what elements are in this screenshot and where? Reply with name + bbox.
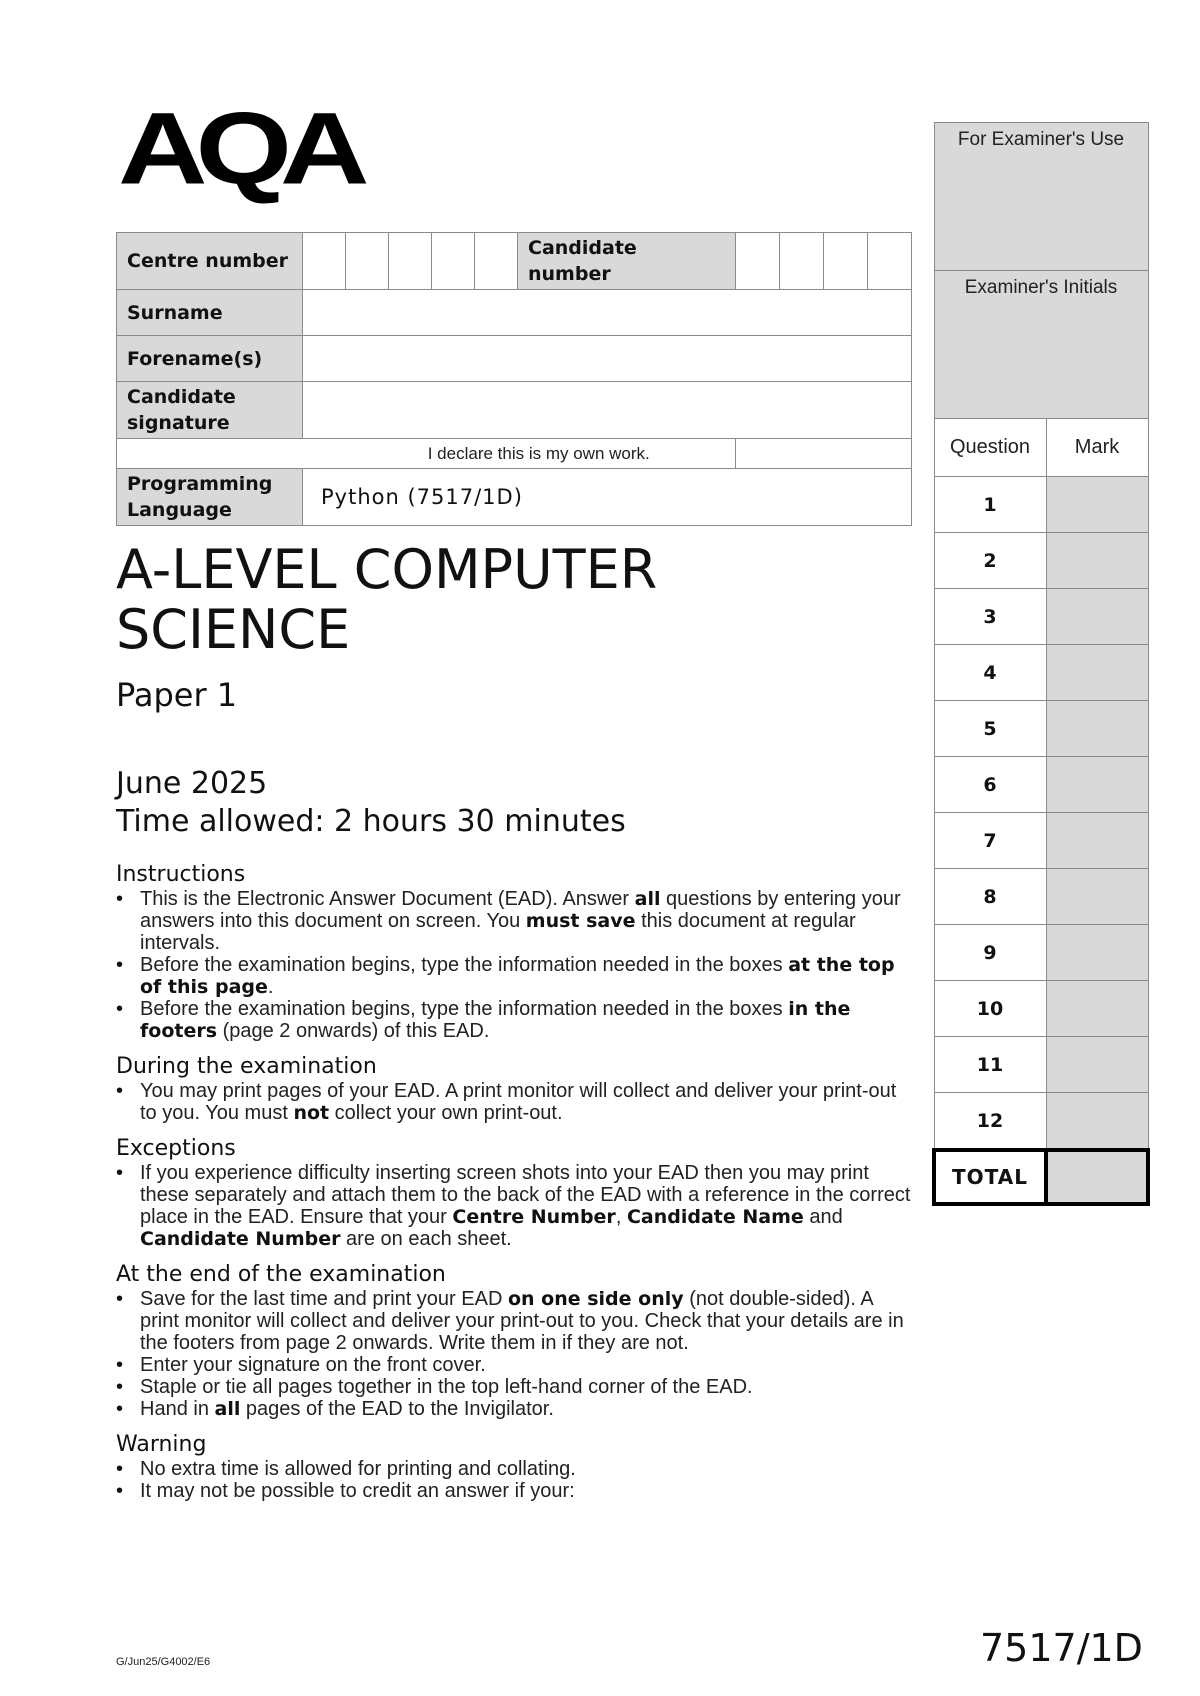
question-number: 6 [934, 757, 1046, 813]
mark-cell [1046, 981, 1148, 1037]
list-item: • It may not be possible to credit an answer if your: [116, 1480, 916, 1502]
centre-number-digit-1[interactable] [303, 233, 346, 290]
list-item: • This is the Electronic Answer Document (EAD). Answer all questions by entering your answers into this document on screen. You must save this document at regular intervals. [116, 888, 916, 954]
question-number: 11 [934, 1037, 1046, 1093]
question-number: 12 [934, 1093, 1046, 1151]
list-item: • Hand in all pages of the EAD to the Invigilator. [116, 1398, 916, 1420]
question-number: 10 [934, 981, 1046, 1037]
mark-cell [1046, 925, 1148, 981]
instructions-section [116, 862, 916, 1042]
question-number: 3 [934, 589, 1046, 645]
programming-language-value: Python (7517/1D) [303, 469, 912, 526]
paper-code: 7517/1D [980, 1626, 1143, 1670]
mark-cell [1046, 1093, 1148, 1151]
warning-heading: Warning [116, 1432, 207, 1457]
aqa-logo: AQA [118, 92, 358, 206]
document-reference: G/Jun25/G4002/E6 [116, 1656, 211, 1668]
forenames-field[interactable] [303, 336, 912, 382]
declaration-spacer [117, 439, 303, 469]
examiner-table [932, 122, 1150, 1206]
candidate-number-digit-2[interactable] [780, 233, 824, 290]
list-item: • Before the examination begins, type the information needed in the boxes at the top of this page. [116, 954, 916, 998]
page-title [116, 540, 876, 660]
exceptions-section [116, 1136, 916, 1250]
question-number: 5 [934, 701, 1046, 757]
end-section [116, 1262, 916, 1420]
declaration-text: I declare this is my own work. [303, 439, 736, 469]
title-line-1: A-LEVEL COMPUTER [116, 538, 658, 601]
centre-number-digit-3[interactable] [389, 233, 432, 290]
mark-cell [1046, 477, 1148, 533]
title-line-2: SCIENCE [116, 598, 351, 661]
list-item: • You may print pages of your EAD. A print monitor will collect and deliver your print-out to you. You must not collect your own print-out. [116, 1080, 916, 1124]
candidate-number-label: Candidate number [518, 233, 736, 290]
list-item: • Save for the last time and print your EAD on one side only (not double-sided). A print monitor will collect and deliver your print-out to you. Check that your details are in the footers from page 2 onwards. Write them in if they are not. [116, 1288, 916, 1354]
mark-cell [1046, 645, 1148, 701]
mark-cell [1046, 869, 1148, 925]
candidate-number-digit-1[interactable] [736, 233, 780, 290]
exceptions-heading: Exceptions [116, 1136, 236, 1161]
question-number: 1 [934, 477, 1046, 533]
mark-column-header: Mark [1046, 419, 1148, 477]
exam-date: June 2025 [116, 766, 268, 801]
centre-number-label: Centre number [117, 233, 303, 290]
mark-cell [1046, 533, 1148, 589]
question-number: 9 [934, 925, 1046, 981]
mark-cell [1046, 757, 1148, 813]
instructions-list [116, 888, 916, 1042]
during-heading: During the examination [116, 1054, 377, 1079]
during-section [116, 1054, 916, 1124]
for-examiners-use-label: For Examiner's Use [934, 123, 1148, 271]
candidate-number-digit-4[interactable] [868, 233, 912, 290]
total-label: TOTAL [934, 1150, 1046, 1204]
candidate-number-digit-3[interactable] [824, 233, 868, 290]
warning-list [116, 1458, 916, 1502]
candidate-details-table [116, 232, 912, 526]
instructions-heading: Instructions [116, 862, 246, 887]
end-heading: At the end of the examination [116, 1262, 446, 1287]
warning-section [116, 1432, 916, 1502]
question-number: 4 [934, 645, 1046, 701]
signature-field[interactable] [303, 382, 912, 439]
question-number: 2 [934, 533, 1046, 589]
signature-label: Candidate signature [117, 382, 303, 439]
question-column-header: Question [934, 419, 1046, 477]
forenames-label: Forename(s) [117, 336, 303, 382]
mark-cell [1046, 1037, 1148, 1093]
list-item: • Enter your signature on the front cover. [116, 1354, 916, 1376]
list-item: • No extra time is allowed for printing and collating. [116, 1458, 916, 1480]
list-item: • If you experience difficulty inserting screen shots into your EAD then you may print these separately and attach them to the back of the EAD with a reference in the correct place in the EAD. Ensure that your Centre Number, Candidate Name and Candidate Number are on each sheet. [116, 1162, 916, 1250]
list-item: • Before the examination begins, type the information needed in the boxes in the footers (page 2 onwards) of this EAD. [116, 998, 916, 1042]
mark-cell [1046, 813, 1148, 869]
instruction-sections [116, 862, 916, 1514]
surname-field[interactable] [303, 290, 912, 336]
surname-label: Surname [117, 290, 303, 336]
declaration-spacer-right [736, 439, 912, 469]
mark-cell [1046, 589, 1148, 645]
during-list [116, 1080, 916, 1124]
examiner-box [932, 122, 1146, 1218]
programming-language-label: Programming Language [117, 469, 303, 526]
centre-number-digit-4[interactable] [432, 233, 475, 290]
centre-number-digit-5[interactable] [475, 233, 518, 290]
examiners-initials-label: Examiner's Initials [934, 271, 1148, 419]
time-allowed: Time allowed: 2 hours 30 minutes [116, 804, 626, 839]
end-list [116, 1288, 916, 1420]
list-item: • Staple or tie all pages together in the top left-hand corner of the EAD. [116, 1376, 916, 1398]
question-number: 8 [934, 869, 1046, 925]
paper-number: Paper 1 [116, 676, 238, 714]
centre-number-digit-2[interactable] [346, 233, 389, 290]
mark-cell [1046, 701, 1148, 757]
total-mark-cell [1046, 1150, 1148, 1204]
question-number: 7 [934, 813, 1046, 869]
exceptions-list [116, 1162, 916, 1250]
